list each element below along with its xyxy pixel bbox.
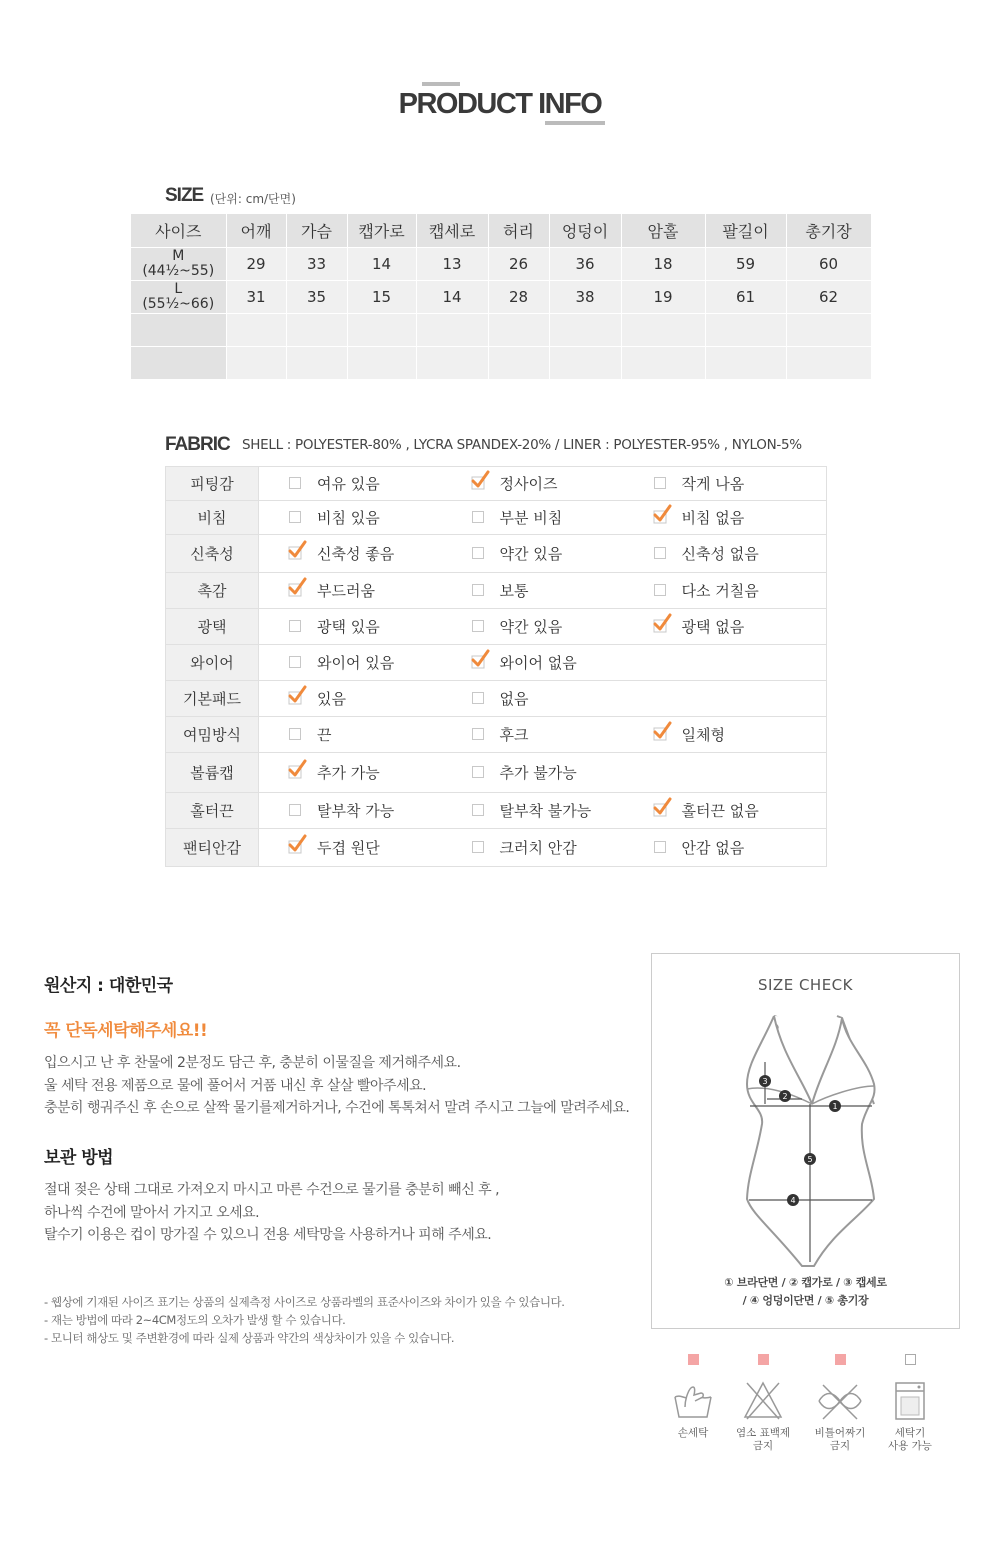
storage-title: 보관 방법 [44,1148,114,1168]
fabric-option-empty [624,753,827,793]
fabric-option [259,535,442,573]
care-hand-wash [658,1354,728,1440]
fabric-option [442,573,624,609]
fabric-attribute: 기본패드 [166,681,259,717]
fabric-option-label: 신축성 좋음 [317,545,395,563]
checkbox-empty-icon [472,841,484,853]
checkmark-icon [287,834,307,854]
marker-4-label: 4 [790,1196,796,1205]
care-label [805,1427,875,1453]
size-row-empty [131,313,871,346]
title-decoration-top [422,82,460,86]
size-cell: 38 [549,280,621,313]
fabric-section-label: FABRIC [165,434,230,455]
marker-3-label: 3 [762,1077,768,1086]
checkbox-empty-icon [472,511,484,523]
checkbox-empty-icon [472,620,484,632]
washing-machine-icon [888,1379,932,1423]
fabric-row [166,645,827,681]
size-col-header: 캡세로 [416,214,488,247]
fabric-option-label: 작게 나옴 [681,475,745,493]
note-line: - 웹상에 기재된 사이즈 표기는 상품의 실제측정 사이즈로 상품라벨의 표준사이즈와 차이가 있을 수 있습니다. [44,1295,565,1309]
page-title: PRODUCT INFO [398,88,602,120]
size-section-label: SIZE [165,185,204,206]
size-cell: 29 [226,247,286,280]
fabric-option [442,753,624,793]
checkmark-icon [652,504,672,524]
wash-instructions [44,1052,629,1120]
care-no-bleach [728,1354,798,1453]
fabric-row [166,793,827,829]
care-label-line: 금지 [752,1440,774,1452]
fabric-option-label: 신축성 없음 [681,545,759,563]
fabric-option-label: 탈부착 불가능 [499,802,592,820]
fabric-row [166,501,827,535]
care-label-line: 염소 표백제 [735,1427,791,1439]
fabric-option-label: 비침 있음 [317,509,380,527]
fabric-option [442,645,624,681]
fabric-option [259,501,442,535]
care-no-wring [805,1354,875,1453]
fabric-option-label: 두겹 원단 [317,839,380,857]
checkbox-empty-icon [472,728,484,740]
checkbox-empty-icon [289,620,301,632]
care-label-line: 금지 [829,1440,851,1452]
fabric-option-label: 와이어 있음 [317,654,395,672]
fabric-option-label: 보통 [499,582,529,600]
fabric-option [442,717,624,753]
care-label-line: 세탁기 [894,1427,926,1439]
fabric-option-label: 부드러움 [317,582,375,600]
checkbox-empty-icon [289,477,301,489]
wash-line: 충분히 행궈주신 후 손으로 살짝 물기를제거하거나, 수건에 톡톡쳐서 말려 주시고 그늘에 말려주세요. [44,1100,630,1116]
fabric-attribute: 비침 [166,501,259,535]
fabric-attribute: 홀터끈 [166,793,259,829]
fabric-option [259,717,442,753]
wash-line: 울 세탁 전용 제품으로 물에 풀어서 거품 내신 후 살살 빨아주세요. [44,1077,427,1094]
fabric-option-label: 후크 [499,726,529,744]
checkmark-icon [287,540,307,560]
fabric-option-label: 와이어 없음 [499,654,577,672]
fabric-option-label: 일체형 [681,726,725,744]
size-row-empty [131,346,871,379]
fabric-option [442,501,624,535]
fabric-row [166,535,827,573]
care-label [728,1427,798,1453]
fabric-attribute: 와이어 [166,645,259,681]
care-indicator [758,1354,769,1365]
care-label [875,1427,945,1453]
size-check-panel [651,953,960,1329]
fabric-option-label: 탈부착 가능 [317,802,395,820]
fabric-attribute: 볼륨캡 [166,753,259,793]
size-cell: 28 [488,280,549,313]
note-line: - 재는 방법에 따라 2~4CM정도의 오차가 발생 할 수 있습니다. [44,1313,346,1327]
size-table-header [131,214,871,247]
fabric-attribute: 촉감 [166,573,259,609]
fabric-option-label: 없음 [499,690,529,708]
checkbox-empty-icon [289,656,301,668]
fabric-option [259,573,442,609]
fabric-option-label: 추가 가능 [317,764,380,782]
fabric-option-label: 추가 불가능 [499,764,577,782]
fabric-attribute: 광택 [166,609,259,645]
care-label-line: 사용 가능 [888,1440,932,1452]
fabric-option [624,829,827,867]
checkbox-empty-icon [472,766,484,778]
checkmark-icon [287,685,307,705]
wash-title: 꼭 단독세탁해주세요!! [44,1021,208,1041]
size-cell: 31 [226,280,286,313]
hand-wash-icon [671,1379,715,1423]
size-col-header: 팔길이 [705,214,786,247]
fabric-option-label: 안감 없음 [681,839,745,857]
origin-text: 원산지 : 대한민국 [44,976,173,996]
storage-line: 탈수기 이용은 컵이 망가질 수 있으니 전용 세탁망을 사용하거나 피해 주세요. [44,1227,492,1243]
size-cell: 61 [705,280,786,313]
checkbox-empty-icon [654,584,666,596]
fabric-row [166,681,827,717]
fabric-option-label: 비침 없음 [681,509,745,527]
marker-5-label: 5 [807,1155,813,1164]
care-label-line: 비틀어짜기 [814,1427,866,1439]
size-row-name [131,247,226,280]
size-name: M [172,247,185,264]
note-line: - 모니터 해상도 및 주변환경에 따라 실제 상품과 약간의 색상차이가 있을 수 있습니다. [44,1331,455,1345]
size-cell: 19 [621,280,705,313]
checkbox-empty-icon [289,804,301,816]
checkbox-empty-icon [472,692,484,704]
fabric-option [624,535,827,573]
fabric-option-label: 약간 있음 [499,618,563,636]
size-table [131,214,872,380]
storage-instructions [44,1179,499,1247]
size-col-header: 암홀 [621,214,705,247]
checkbox-empty-icon [289,728,301,740]
size-cell: 60 [786,247,871,280]
checkbox-empty-icon [654,547,666,559]
size-row [131,247,871,280]
checkmark-icon [470,470,490,490]
size-col-header: 총기장 [786,214,871,247]
fabric-option [624,501,827,535]
fabric-option-label: 부분 비침 [499,509,563,527]
fabric-option [259,467,442,501]
fabric-option-label: 다소 거칠음 [681,582,759,600]
size-col-header: 허리 [488,214,549,247]
checkbox-empty-icon [472,804,484,816]
size-col-header: 캡가로 [347,214,416,247]
checkmark-icon [470,649,490,669]
fabric-option [259,753,442,793]
checkmark-icon [287,577,307,597]
wash-line: 입으시고 난 후 찬물에 2분정도 담근 후, 충분히 이물질을 제거해주세요. [44,1055,461,1071]
fabric-option-empty [624,681,827,717]
size-col-header: 사이즈 [131,214,226,247]
fabric-option-label: 광택 있음 [317,618,380,636]
size-range: (44½~55) [142,262,215,279]
checkmark-icon [287,759,307,779]
fabric-row [166,753,827,793]
fabric-option [442,793,624,829]
fabric-option-label: 여유 있음 [317,475,380,493]
checkbox-empty-icon [472,547,484,559]
fabric-attribute: 피팅감 [166,467,259,501]
fabric-option-label: 광택 없음 [681,618,745,636]
size-cell: 14 [416,280,488,313]
fabric-option-label: 정사이즈 [499,475,558,493]
size-cell: 15 [347,280,416,313]
care-washing-machine [875,1354,945,1453]
fabric-row [166,467,827,501]
fabric-option [259,681,442,717]
fabric-attribute: 여밈방식 [166,717,259,753]
size-cell: 35 [286,280,347,313]
checkmark-icon [652,721,672,741]
checkmark-icon [652,613,672,633]
checkbox-empty-icon [654,477,666,489]
care-indicator [835,1354,846,1365]
checkbox-empty-icon [472,584,484,596]
no-wring-icon [815,1379,865,1423]
notes [44,1293,565,1347]
fabric-attribute: 신축성 [166,535,259,573]
size-unit: (단위: cm/단면) [210,192,296,206]
size-check-legend: ① 브라단면 / ② 캡가로 / ③ 캡세로 [724,1276,887,1289]
care-label: 손세탁 [677,1427,709,1439]
checkbox-empty-icon [654,841,666,853]
size-range: (55½~66) [142,295,215,312]
swimsuit-diagram [652,1004,961,1274]
fabric-row [166,573,827,609]
fabric-option [259,793,442,829]
fabric-row [166,829,827,867]
checkbox-empty-icon [289,511,301,523]
size-cell: 18 [621,247,705,280]
checkmark-icon [652,797,672,817]
fabric-option [259,829,442,867]
fabric-option [624,609,827,645]
fabric-option-label: 있음 [317,690,346,708]
size-cell: 59 [705,247,786,280]
fabric-option [442,829,624,867]
fabric-option [624,467,827,501]
storage-line: 절대 젖은 상태 그대로 가져오지 마시고 마른 수건으로 물기를 충분히 빼신 후 , [44,1182,500,1198]
size-cell: 33 [286,247,347,280]
fabric-option [624,717,827,753]
fabric-option [442,535,624,573]
size-row [131,280,871,313]
fabric-option-label: 끈 [317,726,332,744]
size-cell: 62 [786,280,871,313]
size-col-header: 어깨 [226,214,286,247]
fabric-option [259,645,442,681]
size-cell: 36 [549,247,621,280]
size-col-header: 가슴 [286,214,347,247]
fabric-option [442,467,624,501]
size-row-name [131,280,226,313]
size-check-legend: / ④ 엉덩이단면 / ⑤ 총기장 [742,1294,869,1307]
no-bleach-icon [741,1379,785,1423]
fabric-option [442,609,624,645]
fabric-option [624,793,827,829]
fabric-row [166,609,827,645]
fabric-attribute: 팬티안감 [166,829,259,867]
marker-2-label: 2 [782,1092,788,1101]
swimsuit-outline [747,1016,875,1266]
fabric-option-label: 홀터끈 없음 [681,802,759,820]
care-indicator [905,1354,916,1365]
size-cell: 26 [488,247,549,280]
fabric-composition: SHELL : POLYESTER-80% , LYCRA SPANDEX-20% / LINER : POLYESTER-95% , NYLON-5% [242,437,802,453]
fabric-option-empty [624,645,827,681]
fabric-option [259,609,442,645]
fabric-table [165,466,827,867]
fabric-option [624,573,827,609]
size-name: L [174,280,183,297]
fabric-option-label: 크러치 안감 [499,839,577,857]
size-cell: 13 [416,247,488,280]
size-check-title: SIZE CHECK [757,976,853,994]
title-decoration-bottom [545,121,605,125]
size-col-header: 엉덩이 [549,214,621,247]
storage-line: 하나씩 수건에 말아서 가지고 오세요. [44,1204,260,1221]
fabric-option [442,681,624,717]
fabric-option-label: 약간 있음 [499,545,563,563]
care-indicator [688,1354,699,1365]
size-cell: 14 [347,247,416,280]
fabric-row [166,717,827,753]
marker-1-label: 1 [832,1102,838,1111]
